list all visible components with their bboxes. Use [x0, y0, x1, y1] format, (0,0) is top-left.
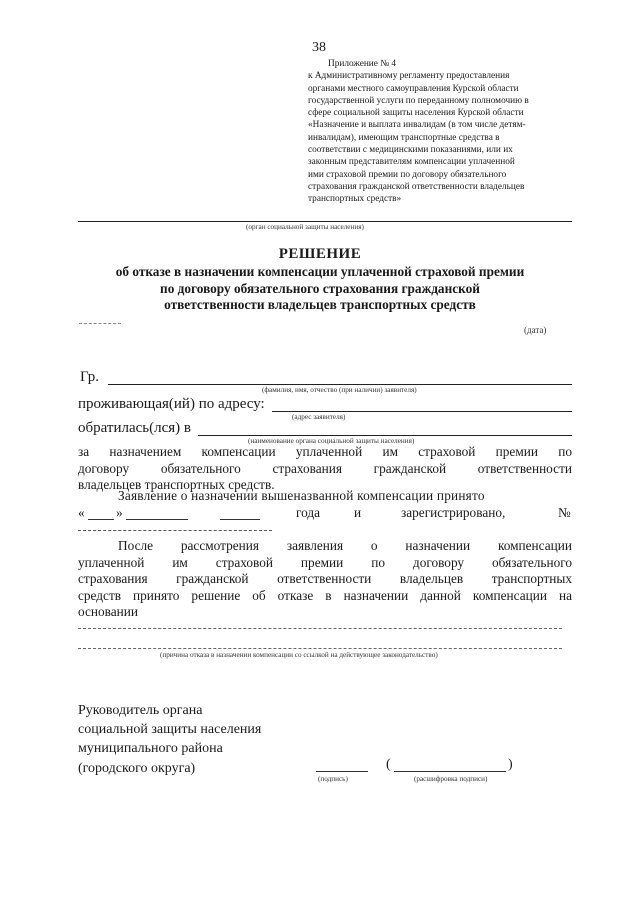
transcript-open-paren: ( — [386, 757, 391, 772]
applied-label: обратилась(лся) в — [78, 420, 191, 436]
appendix-line: страхования гражданской ответственности владельцев — [308, 181, 525, 192]
appendix-line: к Административному регламенту предоставления — [308, 71, 510, 82]
appendix-line: инвалидам), имеющим транспортные средства в — [308, 132, 500, 143]
signature-caption: (подпись) — [318, 775, 348, 783]
decision-line: страхования гражданской ответственности владельцев транспортных — [78, 571, 572, 586]
appendix-title: Приложение № 4 — [328, 59, 397, 69]
day-blank[interactable] — [88, 519, 114, 520]
signer-line: социальной защиты населения — [78, 722, 262, 738]
registration-paragraph — [78, 488, 572, 522]
decision-line: основании — [78, 604, 138, 619]
purpose-paragraph — [78, 444, 572, 494]
signer-line: Руководитель органа — [78, 703, 203, 718]
reason-field-1[interactable] — [78, 628, 562, 629]
applied-field[interactable] — [198, 435, 572, 436]
appendix-line: сфере социальной защиты населения Курской области — [308, 108, 524, 119]
decision-line: После рассмотрения заявления о назначении компенсации — [118, 538, 572, 553]
signer-line: (городского округа) — [78, 760, 196, 776]
registration-number-field[interactable] — [78, 530, 272, 531]
address-caption: (адрес заявителя) — [292, 413, 346, 421]
date-caption: (дата) — [524, 325, 547, 335]
appendix-line: «Назначение и выплата инвалидам (в том числе детям- — [308, 120, 526, 131]
decision-line: средств принято решение об отказе в назначении данной компенсации на — [78, 587, 572, 603]
quote-close: » — [116, 504, 123, 520]
appendix-line: государственной услуги по переданному полномочию в — [308, 95, 529, 106]
citizen-label: Гр. — [80, 369, 99, 385]
decision-paragraph — [78, 538, 572, 621]
number-sign: № — [558, 504, 571, 520]
applied-caption: (наименование органа социальной защиты населения) — [248, 437, 415, 445]
and-word: и — [354, 504, 362, 520]
subtitle-line: по договору обязательного страхования гражданской — [160, 280, 480, 296]
registration-details — [78, 505, 572, 522]
date-blank[interactable] — [79, 323, 121, 324]
transcript-close-paren: ) — [508, 757, 513, 772]
page-number: 38 — [312, 40, 326, 55]
year-word: года — [296, 504, 321, 520]
citizen-caption: (фамилия, имя, отчество (при наличии) заявителя) — [262, 386, 417, 394]
decision-line: уплаченной им страховой премии по договору обязательного — [78, 554, 572, 570]
registered-word: зарегистрировано, — [401, 504, 506, 520]
purpose-line: договору обязательного страхования гражданской ответственности — [78, 460, 572, 476]
appendix-block — [308, 58, 570, 206]
transcript-caption: (расшифровка подписи) — [414, 775, 488, 783]
purpose-line: за назначением компенсации уплаченной им страховой премии по — [78, 444, 572, 459]
authority-caption: (орган социальной защиты населения) — [246, 223, 364, 231]
authority-line[interactable] — [78, 221, 572, 222]
subtitle-line: об отказе в назначении компенсации уплаченной страховой премии — [115, 264, 525, 279]
signer-block — [78, 701, 261, 778]
appendix-line: органами местного самоуправления Курской области — [308, 83, 519, 94]
document-title: РЕШЕНИЕ — [278, 246, 362, 262]
reason-field-2[interactable] — [78, 648, 562, 649]
signer-line: муниципального района — [78, 741, 223, 757]
appendix-line: законным представителям компенсации уплаченной — [308, 157, 515, 168]
appendix-line: транспортных средств» — [308, 194, 402, 205]
purpose-line: владельцев транспортных средств. — [78, 477, 275, 492]
signature-field[interactable] — [316, 771, 368, 772]
registration-line: Заявление о назначении вышеназванной компенсации принято — [118, 488, 485, 503]
appendix-line: соответствии с медицинскими показаниями, или их — [308, 145, 513, 156]
transcript-field[interactable] — [394, 771, 506, 772]
appendix-line: ими страховой премии по договору обязательного — [308, 169, 507, 180]
year-blank[interactable] — [220, 519, 260, 520]
quote-open: « — [78, 504, 85, 520]
address-label: проживающая(ий) по адресу: — [78, 396, 265, 412]
reason-caption: (причина отказа в назначении компенсации со ссылкой на действующее законодательство) — [160, 651, 438, 659]
month-blank[interactable] — [126, 519, 188, 520]
address-field[interactable] — [272, 411, 572, 412]
citizen-field[interactable] — [108, 384, 572, 385]
document-subtitle — [60, 264, 580, 314]
subtitle-line: ответственности владельцев транспортных средств — [164, 297, 476, 312]
